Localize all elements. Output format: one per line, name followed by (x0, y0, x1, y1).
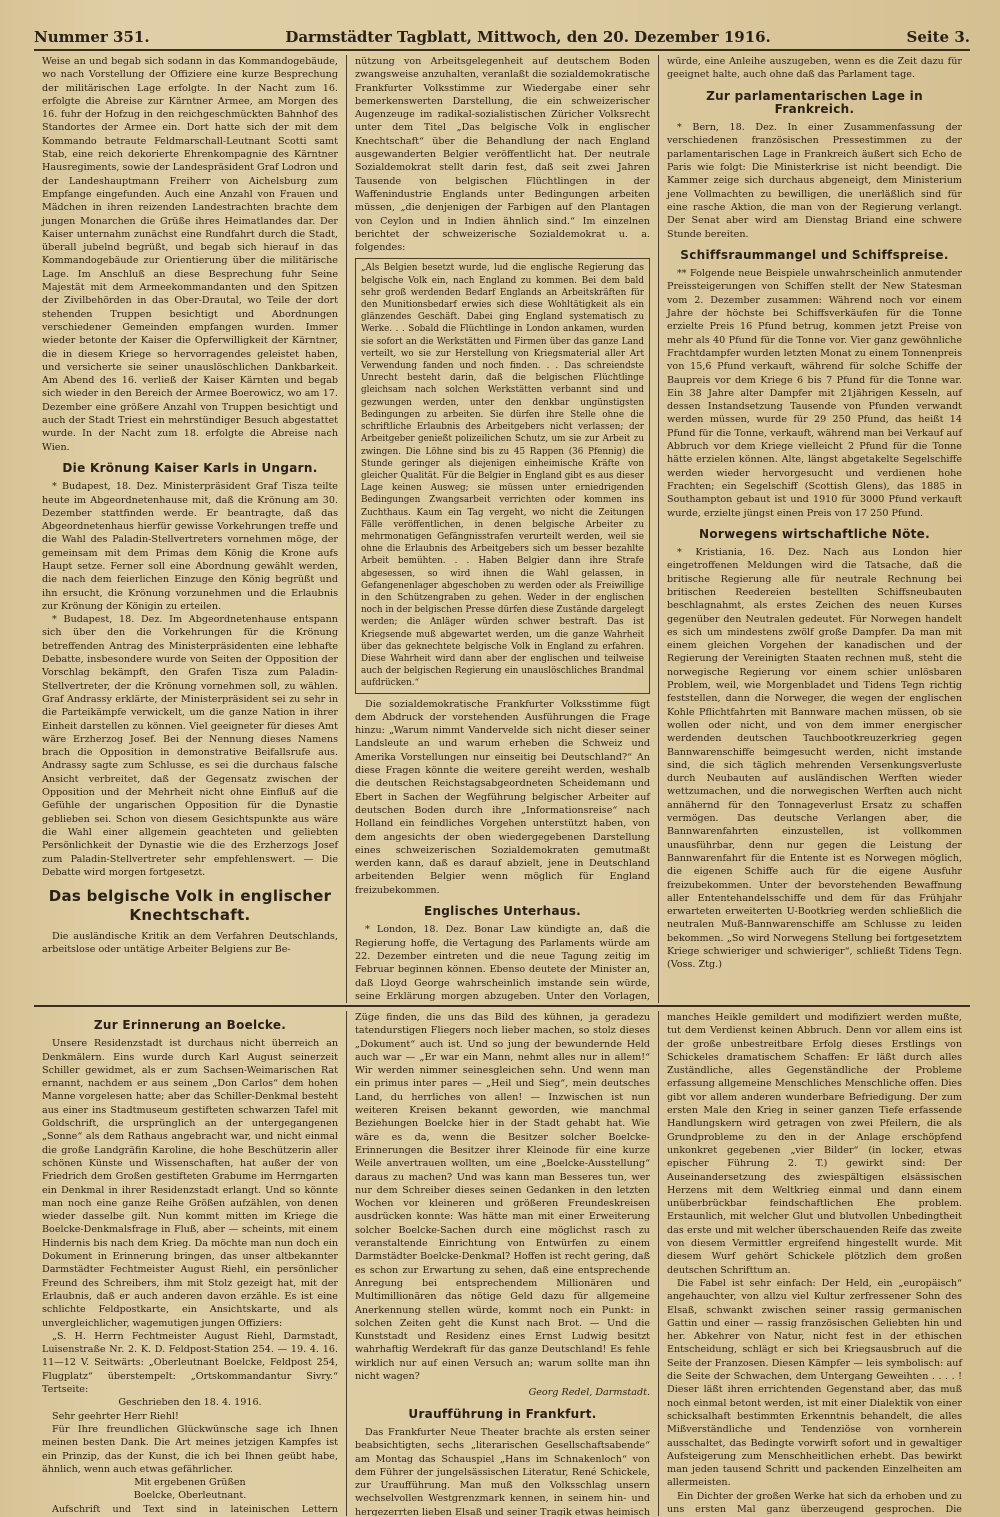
article-text: Die sozialdemokratische Frankfurter Volksstimme fügt dem Abdruck der vorstehenden Ausführungen die Frage hinzu: „Warum nimmt Vandervelde sich nicht dieser seiner Landsleute an und warum erheben die Schweiz und Amerika Vorstellungen nur einseitig bei Deutschland?“ An diese Fragen könnte die weitere gereiht werden, weshalb die deutschen Reichstagsabgeordneten Scheidemann und Ebert in Sachen der Wegführung belgischer Arbeiter auf deutschen Boden durch ihre „Informationsreise“ nach Holland ein feindliches Vorgehen unterstützt haben, von dem angesichts der oben wiedergegebenen Darstellung eines schweizerischen Sozialdemokraten gemutmaßt werden kann, daß es darauf abzielt, jene in Deutschland arbeitenden Belgier wenn möglich für England freizubekommen. (355, 698, 650, 896)
article-text: nützung von Arbeitsgelegenheit auf deutschem Boden zwangsweise anzuhalten, veranlaßt die sozialdemokratische Frankfurter Volksstimme zur Wiedergabe einer sehr bemerkenswerten Darstellung, die ein schweizerischer Augenzeuge im radikal-sozialistischen Züricher Volksrecht unter dem Titel „Das belgische Volk in englischer Knechtschaft“ über die Behandlung der nach England ausgewanderten Belgier veröffentlicht hat. Der neutrale Sozialdemokrat stellt darin fest, daß seit zwei Jahren Tausende von belgischen Flüchtlingen in der Waffenindustrie Englands unter Bedingungen arbeiten müssen, „die denjenigen der Farbigen auf den Plantagen von Ceylon und in Indien ähnlich sind.“ Im einzelnen berichtet der schweizerische Sozialdemokrat u. a. folgendes: (355, 56, 650, 254)
headline-unterhaus: Englisches Unterhaus. (423, 904, 582, 919)
headline-boelcke: Zur Erinnerung an Boelcke. (93, 1018, 287, 1032)
article-text: Züge finden, die uns das Bild des kühnen, ja geradezu tatendurstigen Fliegers noch lieber machen, so stolz dieses „Dokument“ auch ist. Und so jung der bewundernde Held auch war — „Er war ein Mann, nehmt alles nur in allem!“ Wir werden nimmer seinesgleichen sehn. Und wenn man ein primus inter pares — „Heil und Sieg“, mein deutsches Land, du herrliches von allen! — Inzwischen ist nun weiteren Kreisen bekannt geworden, wie manchmal Beziehungen Boelcke hier in der Stadt gehabt hat. Wie wäre es da, wenn die Besitzer solcher Boelcke-Erinnerungen die Besitzer ihrer Kleinode für eine kurze Weile anvertrauen wollten, um eine „Boelcke-Ausstellung“ daraus zu machen? Und was kann man Besseres tun, wer nur dem Schreiber dieses seinen Gedanken in den letzten Wochen vor kleineren und größeren Freundeskreisen ausdrücken konnte: Was hätte man mit einer Erweiterung solcher Boelcke-Sachen durch eine möglichst rasch zu veranstaltende Einrichtung von Entwürfen zu einem Darmstädter Boelcke-Denkmal? Hoffen ist recht gering, daß es schon zur Erwartung zu sehen, daß eine entsprechende Anregung bei entsprechendem Millionären und Multimillionären das nötige Geld dazu für allgemeine Anerkennung stellen würde, kommt noch ein Punkt: in solchen Zeiten geht die Kunst nach Brot. — Und die Kunststadt und Residenz eines Ernst Ludwig besitzt wahrhaftig Werdekraft für das ganze Deutschland! Es fehle wirklich nur auf einen Versuch an; warum sollte man ihn nicht wagen? (355, 1012, 650, 1383)
article-text: Das Frankfurter Neue Theater brachte als ersten seiner beabsichtigten, sechs „literarischen Gesellschaftsabende“ am Montag das Schauspiel „Hans im Schnakenloch“ von dem Führer der jungelsässischen Literatur, René Schickele, zur Uraufführung. Man muß den Volksschlag unsern wechselvollen Westgrenzmark kennen, in seinem hin- und hergezerrten lieben Elsaß und seiner Tragik etwas heimisch (355, 1426, 650, 1516)
article-text: Unsere Residenzstadt ist durchaus nicht überreich an Denkmälern. Eins wurde durch Karl August seinerzeit Schiller gewidmet, als er zum Sachsen-Weimarischen Rat ernannt, nachdem er aus seinem „Don Carlos“ dem hohen Manne vorgelesen hatte; aber das Schiller-Denkmal besteht aus einer ins Stadtmuseum gestifteten schwarzen Tafel mit Goldschrift, die ursprünglich an der untergegangenen „Sonne“ als dem Rathaus angebracht war, und nicht einmal die große Landgräfin Karoline, die hohe Beschützerin aller schönen Künste und Wissenschaften, hat außer der von Friedrich dem Großen gestifteten Grabume im Herrngarten ein Denkmal in ihrer Residenzstadt erlangt. Und so könnte man noch eine ganze Reihe Größen aufzählen, von denen wieder dasselbe gilt. Nun kommt mitten im Kriege die Boelcke-Denkmalsfrage in Fluß, aber — scheints, mit einem Hindernis bis nach dem Krieg. Da möchte man nun doch ein Dokument in Erinnerung bringen, das unser altbekannter Darmstädter Fechtmeister August Riehl, ein persönlicher Freund des Schreibers, ihm mit Stolz gezeigt hat, mit der Erlaubnis, daß er auch anderen davon erzähle. Es ist eine schlichte Feldpostkarte, ein Ansichtskarte, und als unvergleichlicher, wagemutigen jungen Offiziers: (42, 1038, 338, 1329)
upper-section (34, 55, 970, 1003)
headline-frankreich: Zur parlamentarischen Lage in Frankreich. (706, 88, 923, 116)
feuilleton-divider (34, 1005, 970, 1007)
article-text: Ein Dichter der großen Werke hat sich da erhoben und zu uns ersten Mal ganz überzeugend gesprochen. Die (667, 1490, 962, 1515)
issue-number: Nummer 351. (34, 28, 150, 46)
letter-date: Geschrieben den 18. 4. 1916. (118, 1397, 262, 1409)
feuilleton-column-3 (658, 1011, 970, 1516)
column-2 (346, 55, 658, 1003)
column-3 (658, 55, 970, 1003)
article-text: manches Heikle gemildert und modifiziert werden mußte, tut dem Verdienst keinen Abbruch. Denn vor allem eins ist der große unbestreitbare Erfolg dieses Erstlings von Schickeles dramatischem Schaffen: Er läßt durch alles Zuständliche, alles Gegenständliche der Probleme erfassung allgemeine Menschliches Menschliche offen. Dies gibt vor allem anderen wunderbare Befriedigung. Der zum ersten Male den Krieg in seiner ganzen Tiefe erfassende Handlungskern wird getragen von zwei Pfeilern, die als Grundprobleme zu den in der Anlage erschöpfend unkonkret gegebenen „vier Bilder“ (in locker, etwas epischer Führung 2. T.) gewirkt sind: Der Auseinandersetzung des zwiespältigen elsässischen Herzens mit dem Weltkrieg einmal und dann einem unüberbrückbar feindschaftlichen Ehe problem. Erstaunlich, mit welcher Glut und blutvollen Unbedingtheit das erste und mit welcher überschauenden Reife das zweite von diesem Vermittler ergreifend hingestellt wurde. Mit diesem Wurf gehört Schickele plötzlich dem großen deutschen Schrifttum an. (667, 1012, 962, 1276)
masthead (34, 28, 970, 51)
article-text: Aufschrift und Text sind in lateinischen Lettern (52, 1503, 338, 1515)
author-signature: Georg Redel, Darmstadt. (528, 1387, 650, 1399)
headline-belgisches-volk: Das belgische Volk in englischer Knechtschaft. (48, 887, 332, 925)
quoted-report: „Als Belgien besetzt wurde, lud die englische Regierung das belgische Volk ein, nach England zu kommen. Bei dem bald sehr groß werdenden Bedarf Englands an Arbeitskräften für den Munitionsbedarf erwies sich diese Wohltätigkeit als ein glänzendes Geschäft. Dabei ging England systematisch zu Werke. . . Sobald die Flüchtlinge in London ankamen, wurden sie sofort an die Werkstätten und Firmen über das ganze Land verteilt, wo sie zur Herstellung von Kriegsmaterial aller Art Verwendung fanden und noch finden. . . Das schreiendste Unrecht besteht darin, daß die belgischen Flüchtlinge gleichsam nach solchen Werkstätten verbannt sind und gezwungen werden, unter den denkbar ungünstigsten Bedingungen zu arbeiten. Sie dürfen ihre Stelle ohne die schriftliche Erlaubnis des Arbeitgebers nicht verlassen; der Arbeitgeber genießt polizeilichen Schutz, um sie zur Arbeit zu zwingen. Die Löhne sind bis zu 45 Rappen (36 Pfennig) die Stunde geringer als diejenigen einheimische Kräfte von gleicher Qualität. Für die Belgier in England gibt es aus dieser Lage keinen Ausweg; sie müssen unter erniedrigenden Bedingungen Zwangsarbeit verrichten oder kommen ins Zuchthaus. Kaum ein Tag vergeht, wo nicht die Zeitungen Fälle veröffentlichen, in denen belgische Arbeiter zu mehrmonatigen Gefängnisstrafen verurteilt werden, weil sie ohne die Erlaubnis des Arbeitgebers sich um besser bezahlte Arbeit bemühten. . . Haben Belgier dann ihre Strafe abgesessen, so wird ihnen die Wahl gelassen, in Gefangenenlager abgeschoben zu werden oder als Freiwillige in den Schützengraben zu gehen. Weder in der englischen noch in der belgischen Presse dürfen diese Zustände dargelegt werden; die Anläger würden schwer bestraft. Das ist Kriegsende muß abgewartet werden, um die ganze Wahrheit über das geknechtete belgische Volk in England zu erfahren. Diese Wahrheit wird dann aber der englischen und teilweise auch der belgischen Regierung ein unauslöschliches Brandmal aufdrücken.“ (355, 258, 650, 693)
feuilleton-column-1 (34, 1011, 346, 1516)
letter-closing: Mit ergebenen Grüßen (134, 1477, 246, 1489)
page-number: Seite 3. (906, 28, 970, 46)
article-text: Die ausländische Kritik an dem Verfahren Deutschlands, arbeitslose oder untätige Arbeiter Belgiens zur Be- (42, 931, 338, 956)
article-text: * London, 18. Dez. Bonar Law kündigte an, daß die Regierung hoffe, die Vertagung des Parlaments würde am 22. Dezember eintreten und die neue Tagung zeitig im Februar beginnen können. Ebenso deutete der Minister an, daß Lloyd George wahrscheinlich imstande sein würde, seine Erklärung morgen abzugeben. Unter den Vorlagen, (355, 924, 650, 1002)
headline-schiffsraum: Schiffsraummangel und Schiffspreise. (680, 247, 949, 262)
letter-signature: Boelcke, Oberleutnant. (133, 1490, 247, 1502)
article-text: * Budapest, 18. Dez. Im Abgeordnetenhause entspann sich über den die Vorkehrungen für die Krönung betreffenden Antrag des Ministerpräsidenten eine lebhafte Debatte, insbesondere wurde von Seiten der Opposition der Vorschlag bekämpft, den Grafen Tisza zum Paladin-Stellvertreter, der die Krönung vornehmen soll, zu wählen. Graf Andrassy erklärte, der Ministerpräsident sei zu sehr in die Parteikämpfe verwickelt, um die ganze Nation in ihrer Einheit darstellen zu können. Viel geeigneter für dieses Amt wäre Erzherzog Josef. Bei der Nennung dieses Namens brach die Opposition in demonstrative Beifallsrufe aus. Andrassy sagte zum Schlusse, es sei die durchaus falsche Ansicht verbreitet, daß der Gegensatz zwischen der Opposition und der Mehrheit nicht ohne Einfluß auf die Gefühle der ungarischen Opposition für die Dynastie geblieben sei. Schon von diesem Gesichtspunkte aus wäre die Wahl einer allgemein geachteten und geliebten Persönlichkeit der Dynastie wie die des Erzherzogs Josef zum Paladin-Stellvertreter sehr empfehlenswert. — Die Debatte wird morgen fortgesetzt. (42, 614, 338, 878)
article-text: „S. H. Herrn Fechtmeister August Riehl, Darmstadt, Luisenstraße Nr. 2. K. D. Feldpost-Station 254. — 19. 4. 16. 11—12 V. Seitwärts: „Oberleutnant Boelcke, Feldpost 254, Flugplatz“ überstempelt: „Ortskommandantur Sivry.“ Tertseite: (42, 1330, 338, 1396)
article-text: * Bern, 18. Dez. In einer Zusammenfassung der verschiedenen französischen Pressestimmen zu der parlamentarischen Lage in Frankreich äußert sich Echo de Paris wie folgt: Die Ministerkrise ist nicht beendigt. Die Kammer zeige sich durchaus abgeneigt, dem Ministerium jene Vollmachten zu bewilligen, die unerläßlich sind für eine rasche Aktion, die man von der Regierung verlangt. Der Senat aber wird am Dienstag Briand eine schwere Stunde bereiten. (667, 122, 962, 240)
letter-body: Für Ihre freundlichen Glückwünsche sage ich Ihnen meinen besten Dank. Die Art meines jetzigen Kampfes ist ein Prinzip, das der Kunst, die ich bei Ihnen geübt habe, ähnlich, wenn auch etwas gefährlicher. (42, 1423, 338, 1475)
column-1 (34, 55, 346, 1003)
letter-salutation: Sehr geehrter Herr Riehl! (52, 1410, 179, 1422)
newspaper-title-date: Darmstädter Tagblatt, Mittwoch, den 20. Dezember 1916. (285, 28, 771, 46)
headline-kroenung: Die Krönung Kaiser Karls in Ungarn. (62, 460, 318, 475)
article-text: * Kristiania, 16. Dez. Nach aus London hier eingetroffenen Meldungen wird die Tatsache, daß die britische Regierung alle für neutrale Rechnung bei britischen Reedereien bestellten Schiffsneubauten beschlagnahmt, als erstes Zeichen des neuen Kurses gegenüber den Neutralen gedeutet. Für Norwegen handelt es sich um mindestens zwölf große Dampfer. Da man mit einem gleichen Vorgehen der kanadischen und der Regierung der Vereinigten Staaten rechnen muß, steht die norwegische Regierung vor einem schier unlösbaren Problem, weil, wie Morgenbladet und Tidens Tegn richtig feststellen, dann die Norweger, die wegen der englischen Kohle Pflichtfahrten mit Bannware machen müssen, ob sie wollen oder nicht, und von dem immer energischer werdenden deutschen Tauchbootkreuzerkrieg gegen Bannwarenschiffe beimgesucht werden, nicht imstande sind, die sich täglich mehrenden Versenkungsverluste durch Neubauten auf ausländischen Werften wieder wettzumachen, und die norwegischen Werften auch nicht annähernd für den Tonnageverlust Ersatz zu schaffen vermögen. Das deutsche Verlangen aber, die Bannwarenfahrten einzustellen, ist vollkommen unausführbar, denn nur gegen die Leistung der Bannwarenfahrt für die Entente ist es Norwegen möglich, die eigenen Schiffe auch für die eigene Ausfuhr freizubekommen. Unter der bevorstehenden Bewaffnung aller Ententehandelsschiffe und dem für das Frühjahr erwarteten erweiterten U-Bootkrieg werden schließlich die neutralen Muß-Bannwarenschiffe am Schlusse zu leiden bekommen. „So wird Norwegens Stellung bei fortgesetztem Kriege schwieriger und schwieriger“, schließt Tidens Tegn. (Voss. Ztg.) (667, 547, 962, 971)
headline-urauffuehrung: Uraufführung in Frankfurt. (408, 1406, 597, 1421)
feuilleton-section (34, 1011, 970, 1516)
article-text: ** Folgende neue Beispiele unwahrscheinlich anmutender Preissteigerungen von Schiffen stellt der New Statesman vom 2. Dezember zusammen: Während noch vor einem Jahre der höchste bei Schiffsverkäufen für die Tonne erzielte Preis 16 Pfund betrug, kommen jetzt Preise von mehr als 40 Pfund für die Tonne vor. Vier ganz gewöhnliche Frachtdampfer wurden letzten Monat zu einem Tonnenpreis von 15,6 Pfund verkauft, während für solche Schiffe der Baupreis vor dem Kriege 6 bis 7 Pfund für die Tonne war. Ein 38 Jahre alter Dampfer mit 21jährigen Kesseln, auf dessen Instandsetzung Tausende von Pfunden verwandt werden müssen, wurde für 29 250 Pfund, das heißt 14 Pfund für die Tonne, verkauft, während man bei Verkauf auf Abbruch vor dem Kriege vielleicht 2 Pfund für die Tonne hätte erzielen können. Alte, längst abgetakelte Segelschiffe werden wieder hervorgesucht und verdienen hohe Frachten; ein Segelschiff (Scottish Glens), das 1885 in Southampton gebaut ist und 1910 für 3000 Pfund verkauft wurde, erzielte jüngst einen Preis von 17 250 Pfund. (667, 268, 962, 519)
article-text: * Budapest, 18. Dez. Ministerpräsident Graf Tisza teilte heute im Abgeordnetenhause mit, daß die Krönung am 30. Dezember stattfinden werde. Er beantragte, daß das Abgeordnetenhaus hierfür gewisse Vorkehrungen treffe und die Wahl des Paladin-Stellvertreters vornehmen möge, der gemeinsam mit dem Primas dem König die Krone aufs Haupt setze. Ferner soll eine Abordnung gewählt werden, die nach dem feierlichen Einzuge den König begrüßt und ihn ersucht, die Krönung vorzunehmen und die Erlaubnis zur Krönung der Königin zu erteilen. (42, 481, 338, 612)
article-text: Weise an und begab sich sodann in das Kommandogebäude, wo nach Vorstellung der Offiziere eine kurze Besprechung der militärischen Lage erfolgte. In der Nacht zum 16. erfolgte die Abreise zur Kärntner Armee, am Morgen des 16. fuhr der Hofzug in den reichgeschmückten Bahnhof des Standortes der Armee ein. Dort hatte sich der mit dem Kommando betraute Feldmarschall-Leutnant Scotti samt Stab, eine reich dekorierte Ehrenkompagnie des Kärntner Hausregiments, sowie der Landespräsident Graf Lodron und der Landeshauptmann Freiherr von Aichelsburg zum Empfange eingefunden. Auch eine Anzahl von Frauen und Mädchen in ihren reizenden Landestrachten brachte dem jungen Monarchen die Grüße ihres Heimatlandes dar. Der Kaiser unternahm zunächst eine Rundfahrt durch die Stadt, überall jubelnd begrüßt, und begab sich hierauf in das Kommandogebäude zur Orientierung über die militärische Lage. Im Anschluß an diese Besprechung fuhr Seine Majestät mit dem Armeekommandanten und den Spitzen der Zivilbehörden in das Ober-Drautal, wo Teile der dort stehenden Truppen besichtigt und Abordnungen verschiedener Gemeinden empfangen wurden. Immer wieder betonte der Kaiser die Opferwilligkeit der Kärntner, die in diesem Kriege so hervorragendes geleistet haben, und versicherte sie seiner unauslöschlichen Dankbarkeit. Am Abend des 16. verließ der Kaiser Kärnten und begab sich wieder in den Bereich der Armee Boerowicz, wo am 17. Dezember eine größere Anzahl von Truppen besichtigt und auch der Stadt Triest ein mehrstündiger Besuch abgestattet wurde. In der Nacht zum 18. erfolgte die Abreise nach Wien. (42, 56, 338, 453)
article-text: würde, eine Anleihe auszugeben, wenn es die Zeit dazu für geeignet halte, auch ohne daß das Parlament tage. (667, 56, 962, 81)
headline-norwegen: Norwegens wirtschaftliche Nöte. (699, 526, 930, 541)
article-text: Die Fabel ist sehr einfach: Der Held, ein „europäisch“ angehauchter, von allzu viel Kultur zerfressener Sohn des Elsaß, schwankt zwischen seiner rassig germanischen Gattin und einer — rassig französischen Geliebten hin und her. Abkehrer von Natur, nicht fest in der ethischen Entscheidung, schlägt er sich bei Kriegsausbruch auf die Seite der Franzosen. Diesen Kämpfer — leis symbolisch: auf die Seite der Schwachen, dem Untergang Geweihten . . . . ! Dieser läßt ihren errichtenden Gegenstand aber, das muß noch einmal betont werden, ist mit einer Dialektik von einer schicksalhaft bestimmten Erkenntnis behandelt, die alles Mißverständliche und Tendenziöse von vornherein ausschaltet, das Bedingte vorwirft sofort und in gewaltiger Aufsteigerung zum Menschheitlichen erhebt. Das bewirkt man jeden tausend Schritt und packenden Einzelheiten am allermeisten. (667, 1277, 962, 1489)
feuilleton-column-2 (346, 1011, 658, 1516)
